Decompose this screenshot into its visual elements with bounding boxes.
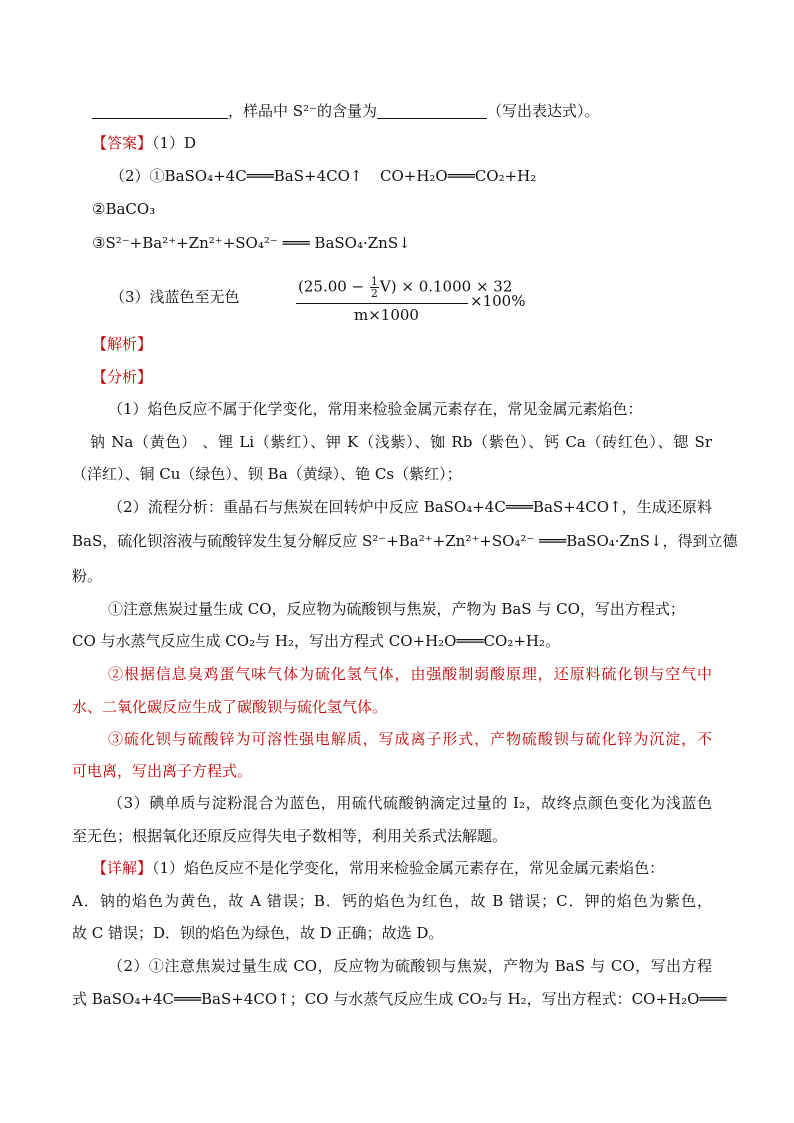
answer-label: 【答案】 bbox=[92, 134, 153, 152]
answer-line-2b: CO+H₂O═══CO₂+H₂ bbox=[380, 167, 537, 185]
paragraph-line: （2）①注意焦炭过量生成 CO，反应物为硫酸钡与焦炭，产物为 BaS 与 CO，写出方程 bbox=[108, 957, 712, 975]
fraction-bar bbox=[296, 303, 468, 304]
paragraph-line: 式 BaSO₄+4C═══BaS+4CO↑；CO 与水蒸气反应生成 CO₂与 H₂，写出方程式：CO+H₂O═══ bbox=[72, 990, 727, 1008]
paragraph-line: A．钠的焰色为黄色，故 A 错误；B．钙的焰色为红色，故 B 错误；C．钾的焰色为紫色， bbox=[72, 892, 712, 910]
content-expression bbox=[296, 276, 536, 326]
paragraph-line: ②根据信息臭鸡蛋气味气体为硫化氢气体，由强酸制弱酸原理，还原料硫化钡与空气中 bbox=[108, 665, 712, 683]
answer-blank bbox=[92, 102, 228, 119]
paragraph-line: 至无色；根据氧化还原反应得失电子数相等，利用关系式法解题。 bbox=[72, 827, 508, 845]
answer-line-1: 【答案】（1）D bbox=[92, 134, 197, 152]
fraction-denominator: m×1000 bbox=[354, 306, 419, 324]
answer-line-2c: ②BaCO₃ bbox=[92, 200, 156, 218]
paragraph-line: ③硫化钡与硫酸锌为可溶性强电解质，写成离子形式，产物硫酸钡与硫化锌为沉淀，不 bbox=[108, 730, 712, 748]
paragraph-line: ①注意焦炭过量生成 CO，反应物为硫酸钡与焦炭，产物为 BaS 与 CO，写出方程式； bbox=[108, 600, 685, 618]
paragraph-line: 故 C 错误；D．钡的焰色为绿色，故 D 正确；故选 D。 bbox=[72, 924, 444, 942]
answer-line-2a: （2）①BaSO₄+4C═══BaS+4CO↑ bbox=[110, 167, 363, 185]
paragraph-line: （2）流程分析：重晶石与焦炭在回转炉中反应 BaSO₄+4C═══BaS+4CO↑，生成还原料 bbox=[108, 498, 712, 516]
percent-factor: ×100% bbox=[470, 292, 526, 310]
answer-line-3: （3）浅蓝色至无色 bbox=[110, 288, 240, 306]
paragraph-line: 钠 Na（黄色） 、锂 Li（紫红）、钾 K（浅紫）、铷 Rb（紫色）、钙 Ca（砖红色）、锶 Sr bbox=[90, 433, 712, 451]
paragraph-line: （1）焰色反应不属于化学变化，常用来检验金属元素存在，常见金属元素焰色： bbox=[108, 400, 643, 418]
detail-label: 【详解】 bbox=[92, 859, 153, 877]
analysis-label: 【解析】 bbox=[92, 335, 153, 353]
detail-line: 【详解】（1）焰色反应不是化学变化，常用来检验金属元素存在，常见金属元素焰色： bbox=[92, 859, 665, 877]
paragraph-line: 粉。 bbox=[72, 567, 103, 585]
paragraph-line: 水、二氧化碳反应生成了碳酸钡与硫化氢气体。 bbox=[72, 698, 388, 716]
paragraph-line: 可电离，写出离子方程式。 bbox=[72, 762, 253, 780]
paragraph-line: （3）碘单质与淀粉混合为蓝色，用硫代硫酸钠滴定过量的 I₂，故终点颜色变化为浅蓝色 bbox=[108, 794, 712, 812]
question-line: ，样品中 S²⁻的含量为 （写出表达式）。 bbox=[92, 100, 600, 122]
paragraph-line: （洋红）、铜 Cu（绿色）、钡 Ba（黄绿）、铯 Cs（紫红）； bbox=[72, 465, 462, 483]
answer-blank bbox=[377, 102, 487, 119]
half-fraction: $\frac{1}{2}$ bbox=[370, 275, 378, 300]
breakdown-label: 【分析】 bbox=[92, 368, 153, 386]
paragraph-line: BaS，硫化钡溶液与硫酸锌发生复分解反应 S²⁻+Ba²⁺+Zn²⁺+SO₄²⁻ ═══BaSO₄·ZnS↓，得到立德 bbox=[72, 532, 738, 550]
answer-line-2d: ③S²⁻+Ba²⁺+Zn²⁺+SO₄²⁻ ═══ BaSO₄·ZnS↓ bbox=[92, 234, 411, 252]
fraction-numerator: (25.00 − $\frac{1}{2}$ V) × 0.1000 × 32 bbox=[298, 275, 513, 300]
paragraph-line: CO 与水蒸气反应生成 CO₂与 H₂，写出方程式 CO+H₂O═══CO₂+H₂。 bbox=[72, 632, 561, 650]
